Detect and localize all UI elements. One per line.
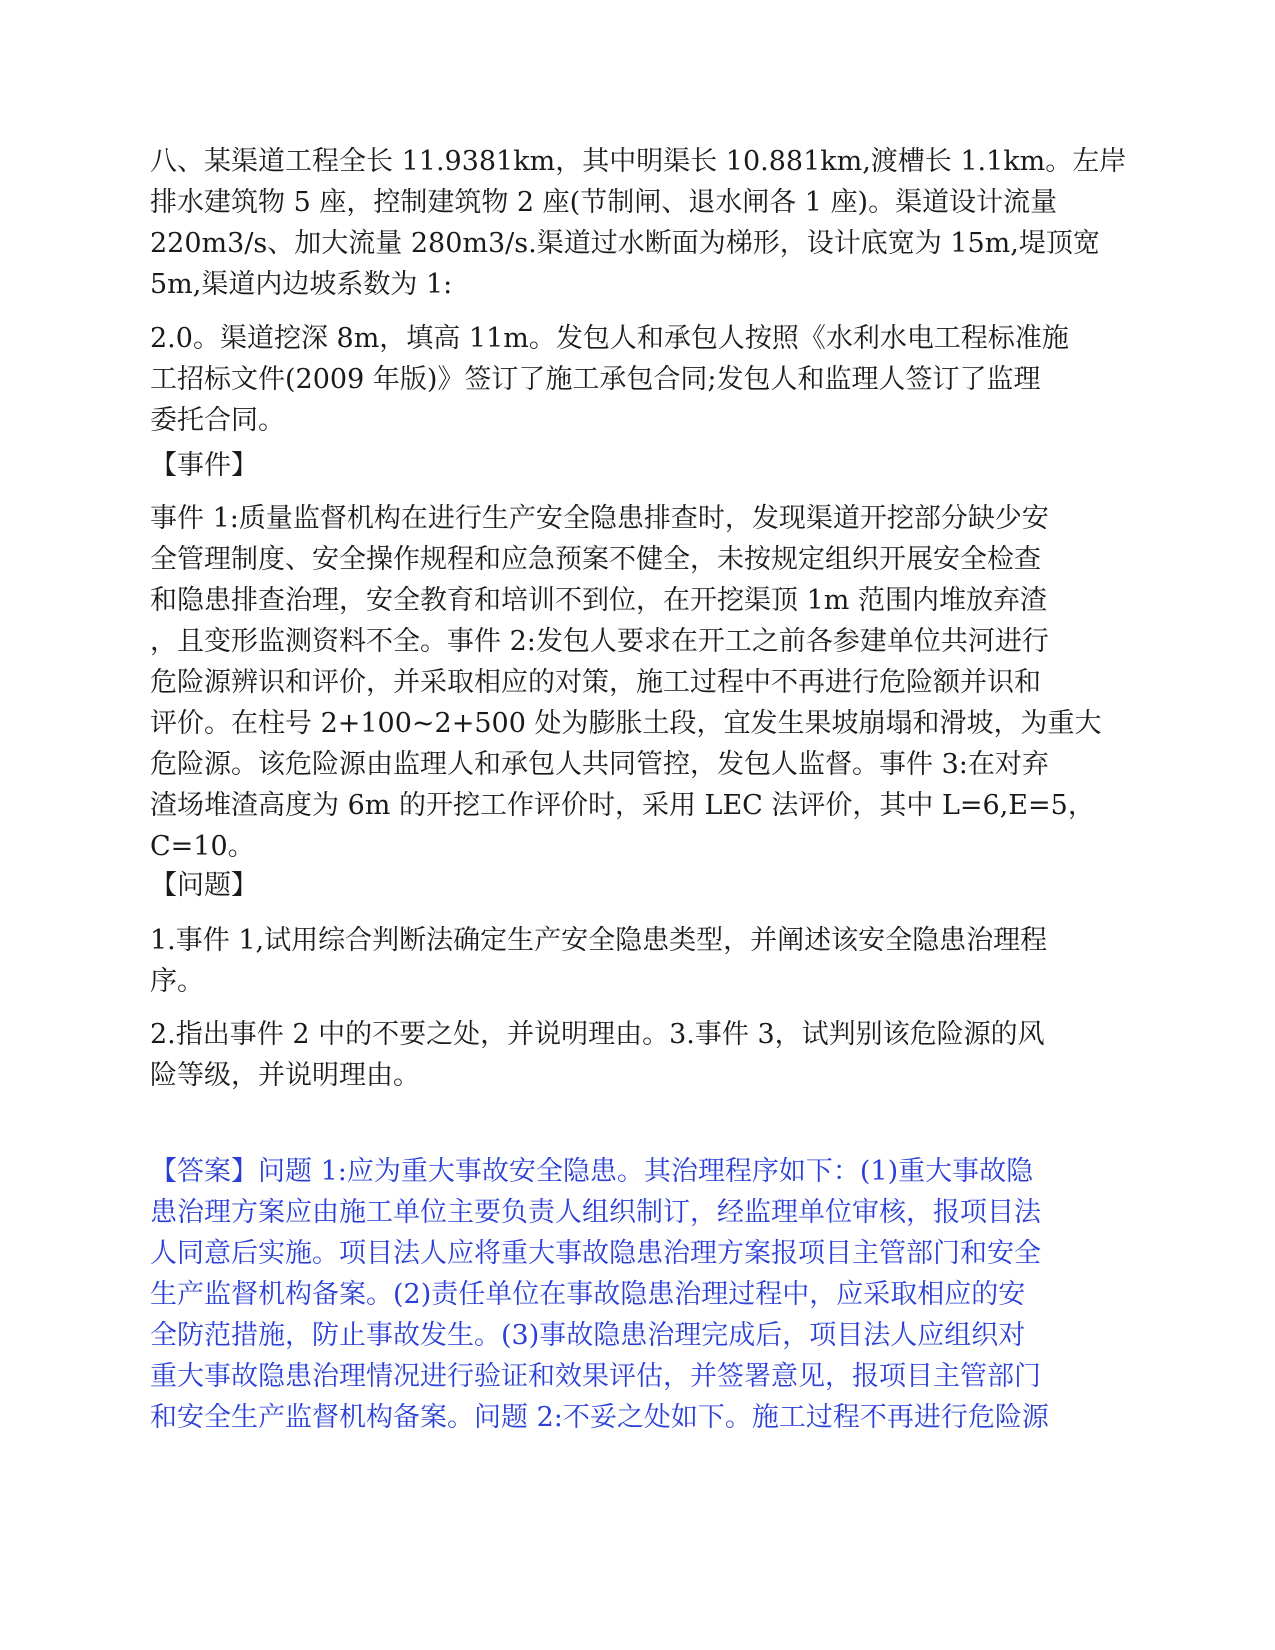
events-body: 事件 1:质量监督机构在进行生产安全隐患排查时，发现渠道开挖部分缺少安 全管理制度、安全操作规程和应急预案不健全，未按规定组织开展安全检查 和隐患排查治理，安全教育和培训不到位，在开挖渠顶 1m 范围内堆放弃渣 ，且变形监测资料不全。事件 2:发包人要求在开工之前各参建单位共河进行 危险源辨识和评价，并采取相应的对策，施工过程中不再进行危险额并识和 评价。在柱号 2+100~2+500 处为膨胀土段，宜发生果坡崩塌和滑坡，为重大 危险源。该危险源由监理人和承包人共同管控，发包人监督。事件 3:在对弃 渣场堆渣高度为 6m 的开挖工作评价时，采用 LEC 法评价，其中 L=6,E=5， C=10。 xyxy=(150,503,1102,862)
question-2-3: 2.指出事件 2 中的不要之处，并说明理由。3.事件 3，试判别该危险源的风 险等级，并说明理由。 xyxy=(150,1019,1045,1091)
question-1: 1.事件 1,试用综合判断法确定生产安全隐患类型，并阐述该安全隐患治理程 序。 xyxy=(150,925,1048,997)
answer-paragraph: 【答案】问题 1:应为重大事故安全隐患。其治理程序如下：(1)重大事故隐 患治理方案应由施工单位主要负责人组织制订，经监理单位审核，报项目法 人同意后实施。项目法人应将重大事故隐患治理方案报项目主管部门和安全 生产监督机构备案。(2)责任单位在事故隐患治理过程中，应采取相应的安 全防范措施，防止事故发生。(3)事故隐患治理完成后，项目法人应组织对 重大事故隐患治理情况进行验证和效果评估，并签署意见，报项目主管部门 和安全生产监督机构备案。问题 2:不妥之处如下。施工过程不再进行危险源 xyxy=(150,1156,1049,1433)
intro-paragraph-2: 2.0。渠道挖深 8m，填高 11m。发包人和承包人按照《水利水电工程标准施 工招标文件(2009 年版)》签订了施工承包合同;发包人和监理人签订了监理 委托合同。 xyxy=(150,323,1069,436)
intro-paragraph-1: 八、某渠道工程全长 11.9381km，其中明渠长 10.881km,渡槽长 1.1km。左岸 排水建筑物 5 座，控制建筑物 2 座(节制闸、退水闸各 1 座)。渠道设计流量 220m3/s、加大流量 280m3/s.渠道过水断面为梯形，设计底宽为 15m,堤顶宽 5m,渠道内边坡系数为 1: xyxy=(150,146,1127,300)
questions-heading: 【问题】 xyxy=(150,870,258,901)
events-heading: 【事件】 xyxy=(150,450,258,481)
